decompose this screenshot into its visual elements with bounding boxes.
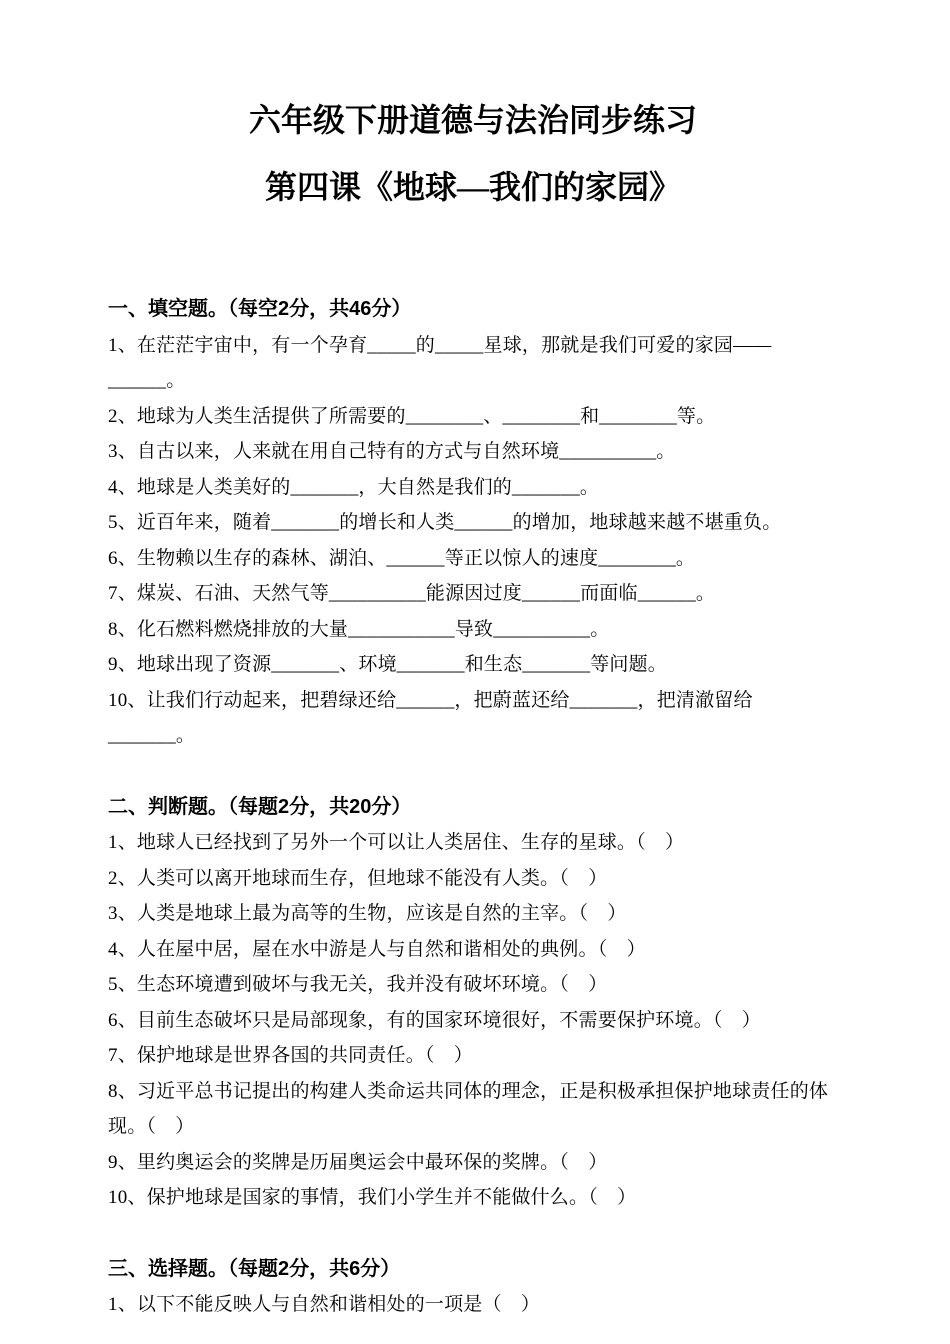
true-false-question-6: 6、目前生态破坏只是局部现象，有的国家环境很好，不需要保护环境。（ ）	[108, 1009, 762, 1031]
fill-blank-question-9: 9、地球出现了资源_______、环境_______和生态_______等问题。	[108, 654, 668, 675]
fill-blank-question-1: 1、在茫茫宇宙中，有一个孕育_____的_____星球，那就是我们可爱的家园——______。	[108, 334, 772, 391]
fill-blank-question-4: 4、地球是人类美好的_______，大自然是我们的_______。	[108, 476, 600, 498]
section-2-heading: 二、判断题。（每题2分，共20分）	[108, 795, 412, 818]
fill-blank-question-8: 8、化石燃料燃烧排放的大量___________导致__________。	[108, 618, 610, 640]
true-false-question-10: 10、保护地球是国家的事情，我们小学生并不能做什么。（ ）	[108, 1187, 637, 1208]
section-true-false	[108, 790, 838, 1216]
section-1-heading: 一、填空题。（每空2分，共46分）	[108, 298, 412, 320]
section-multiple-choice	[108, 1252, 838, 1323]
fill-blank-question-2: 2、地球为人类生活提供了所需要的________、________和________等。	[108, 405, 716, 427]
true-false-question-9: 9、里约奥运会的奖牌是历届奥运会中最环保的奖牌。（ ）	[108, 1151, 608, 1173]
choice-question-1: 1、以下不能反映人与自然和谐相处的一项是（ ）	[108, 1294, 541, 1315]
section-3-heading: 三、选择题。（每题2分，共6分）	[108, 1257, 401, 1280]
fill-blank-question-3: 3、自古以来，人来就在用自己特有的方式与自然环境__________。	[108, 441, 676, 462]
fill-blank-question-5: 5、近百年来，随着_______的增长和人类______的增加，地球越来越不堪重负。	[108, 512, 782, 533]
true-false-question-2: 2、人类可以离开地球而生存，但地球不能没有人类。（ ）	[108, 867, 608, 889]
true-false-question-7: 7、保护地球是世界各国的共同责任。（ ）	[108, 1045, 474, 1066]
doc-title: 六年级下册道德与法治同步练习	[248, 102, 697, 138]
fill-blank-question-10: 10、让我们行动起来，把碧绿还给______，把蔚蓝还给_______，把清澈留给_______。	[108, 689, 753, 746]
true-false-question-1: 1、地球人已经找到了另外一个可以让人类居住、生存的星球。（ ）	[108, 832, 685, 853]
true-false-question-4: 4、人在屋中居，屋在水中游是人与自然和谐相处的典例。（ ）	[108, 938, 646, 960]
section-fill-in-the-blank	[108, 292, 838, 754]
true-false-question-3: 3、人类是地球上最为高等的生物，应该是自然的主宰。（ ）	[108, 903, 627, 924]
fill-blank-question-6: 6、生物赖以生存的森林、湖泊、______等正以惊人的速度________。	[108, 547, 696, 569]
true-false-question-5: 5、生态环境遭到破坏与我无关，我并没有破坏环境。（ ）	[108, 974, 608, 995]
true-false-question-8: 8、习近平总书记提出的构建人类命运共同体的理念，正是积极承担保护地球责任的体现。（ ）	[108, 1080, 829, 1137]
doc-subtitle: 第四课《地球—我们的家园》	[264, 169, 681, 205]
fill-blank-question-7: 7、煤炭、石油、天然气等__________能源因过度______而面临______。	[108, 583, 716, 604]
